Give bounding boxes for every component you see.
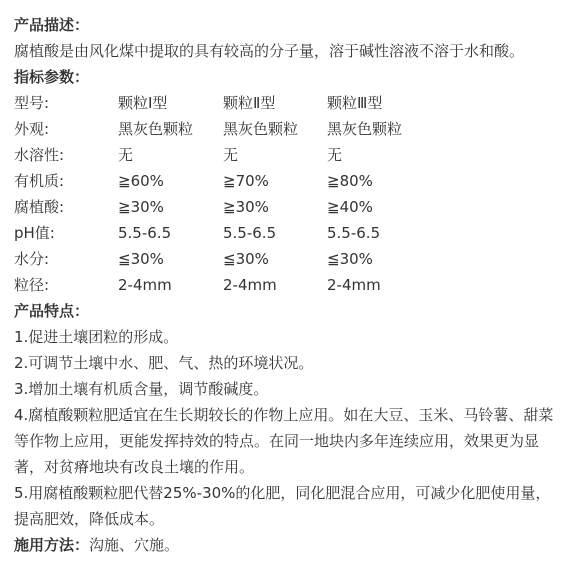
spec-value: ≧30%: [223, 198, 269, 216]
feature-item: 5.用腐植酸颗粒肥代替25%-30%的化肥，同化肥混合应用，可减少化肥使用量，提高肥效，降低成本。: [14, 484, 551, 528]
spec-label: 腐植酸:: [14, 198, 65, 216]
feature-item: 3.增加土壤有机质含量，调节酸碱度。: [14, 380, 269, 398]
method-text: 沟施、穴施。: [89, 536, 180, 554]
description-text: 腐植酸是由风化煤中提取的具有较高的分子量，溶于碱性溶液不溶于水和酸。: [14, 42, 525, 60]
spec-value: 5.5-6.5: [118, 224, 172, 242]
spec-value: 黑灰色颗粒: [327, 120, 403, 138]
spec-value: 颗粒Ⅲ型: [327, 94, 383, 112]
spec-value: ≧60%: [118, 172, 164, 190]
spec-value: ≦30%: [223, 250, 269, 268]
spec-value: 5.5-6.5: [327, 224, 381, 242]
spec-value: 无: [223, 146, 239, 164]
feature-item: 2.可调节土壤中水、肥、气、热的环境状况。: [14, 354, 314, 372]
spec-value: ≦30%: [327, 250, 373, 268]
spec-row-ph: [14, 220, 565, 246]
spec-row-organic-matter: [14, 168, 565, 194]
spec-label: pH值:: [14, 224, 55, 242]
spec-row-appearance: [14, 116, 565, 142]
specs-heading: 指标参数：: [14, 68, 90, 86]
spec-label: 型号:: [14, 94, 50, 112]
spec-value: 2-4mm: [223, 276, 277, 294]
spec-value: 2-4mm: [118, 276, 172, 294]
spec-label: 粒径:: [14, 276, 50, 294]
spec-row-humic-acid: [14, 194, 565, 220]
application-method: [14, 532, 565, 558]
spec-value: 无: [118, 146, 134, 164]
spec-value: ≧70%: [223, 172, 269, 190]
spec-row-water-solubility: [14, 142, 565, 168]
spec-value: 无: [327, 146, 343, 164]
spec-row-moisture: [14, 246, 565, 272]
spec-value: 2-4mm: [327, 276, 381, 294]
spec-label: 水分:: [14, 250, 50, 268]
spec-value: 颗粒Ⅱ型: [223, 94, 276, 112]
specs-table: [14, 90, 565, 298]
spec-value: ≦30%: [118, 250, 164, 268]
spec-value: 5.5-6.5: [223, 224, 277, 242]
spec-label: 外观:: [14, 120, 50, 138]
spec-row-particle-size: [14, 272, 565, 298]
features-heading: 产品特点：: [14, 302, 90, 320]
description-heading: 产品描述：: [14, 16, 90, 34]
spec-label: 水溶性:: [14, 146, 65, 164]
feature-item: 4.腐植酸颗粒肥适宜在生长期较长的作物上应用。如在大豆、玉米、马铃薯、甜菜等作物上应用，更能发挥持效的特点。在同一地块内多年连续应用，效果更为显著，对贫瘠地块有改良土壤的作用。: [14, 406, 554, 476]
method-label: 施用方法：: [14, 536, 90, 554]
spec-value: ≧80%: [327, 172, 373, 190]
spec-value: ≧30%: [118, 198, 164, 216]
spec-value: 黑灰色颗粒: [223, 120, 299, 138]
spec-label: 有机质:: [14, 172, 65, 190]
spec-row-model: [14, 90, 565, 116]
spec-value: 黑灰色颗粒: [118, 120, 194, 138]
spec-value: ≧40%: [327, 198, 373, 216]
spec-value: 颗粒Ⅰ型: [118, 94, 168, 112]
feature-item: 1.促进土壤团粒的形成。: [14, 328, 179, 346]
